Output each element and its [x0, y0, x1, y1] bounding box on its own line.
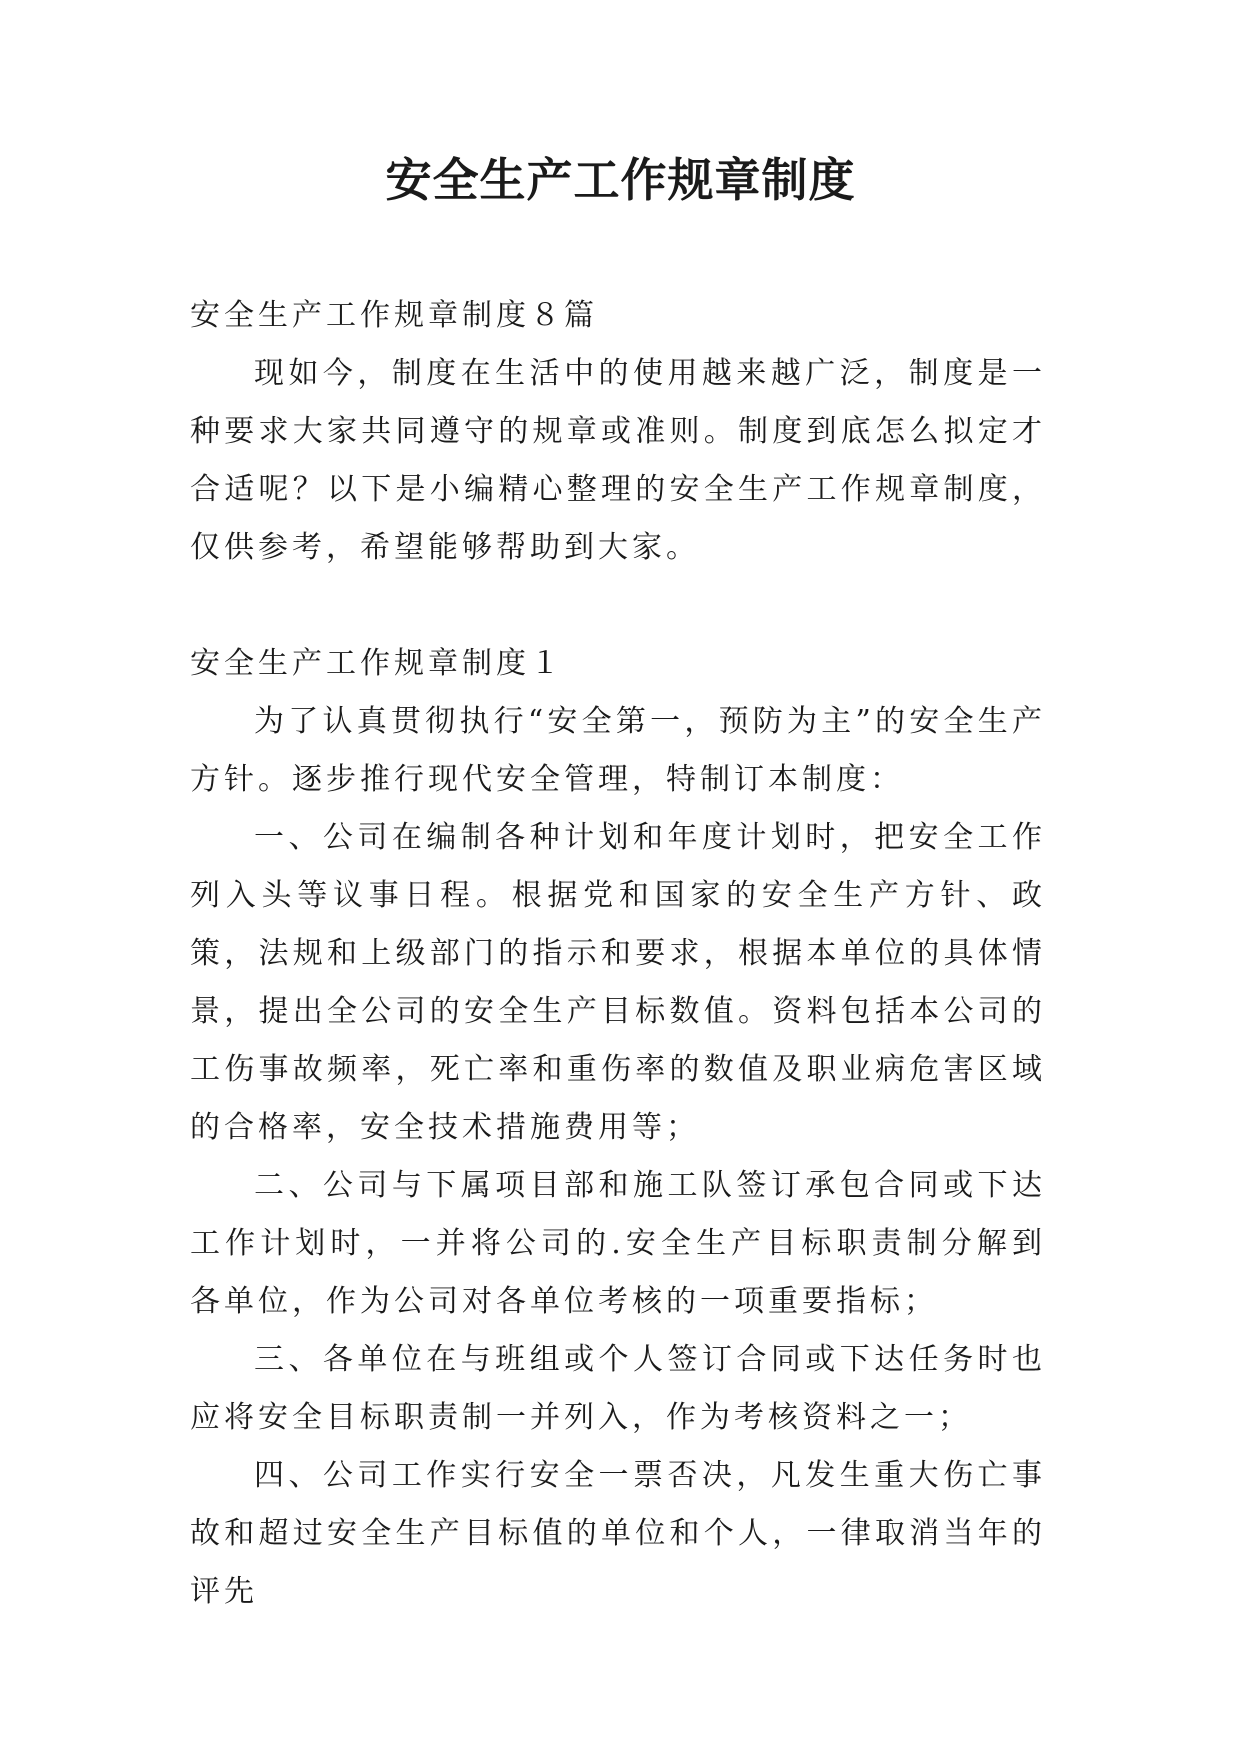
section-spacer [190, 577, 1046, 635]
body-paragraph: 四、公司工作实行安全一票否决，凡发生重大伤亡事故和超过安全生产目标值的单位和个人，一律取消当年的评先 [190, 1458, 1046, 1609]
body-paragraph: 三、各单位在与班组或个人签订合同或下达任务时也应将安全目标职责制一并列入，作为考核资料之一； [190, 1342, 1046, 1435]
document-body [190, 287, 1046, 1621]
document-subtitle: 安全生产工作规章制度８篇 [190, 298, 598, 333]
body-paragraph: 为了认真贯彻执行“安全第一，预防为主”的安全生产方针。逐步推行现代安全管理，特制订本制度： [190, 704, 1046, 797]
intro-paragraph: 现如今，制度在生活中的使用越来越广泛，制度是一种要求大家共同遵守的规章或准则。制度到底怎么拟定才合适呢？以下是小编精心整理的安全生产工作规章制度，仅供参考，希望能够帮助到大家。 [190, 356, 1046, 565]
body-paragraph: 一、公司在编制各种计划和年度计划时，把安全工作列入头等议事日程。根据党和国家的安全生产方针、政策，法规和上级部门的指示和要求，根据本单位的具体情景，提出全公司的安全生产目标数值。资料包括本公司的工伤事故频率，死亡率和重伤率的数值及职业病危害区域的合格率，安全技术措施费用等； [190, 820, 1046, 1145]
document-title: 安全生产工作规章制度 [385, 153, 856, 207]
body-paragraph: 二、公司与下属项目部和施工队签订承包合同或下达工作计划时，一并将公司的.安全生产目标职责制分解到各单位，作为公司对各单位考核的一项重要指标； [190, 1168, 1046, 1319]
section-heading: 安全生产工作规章制度１ [190, 646, 564, 681]
